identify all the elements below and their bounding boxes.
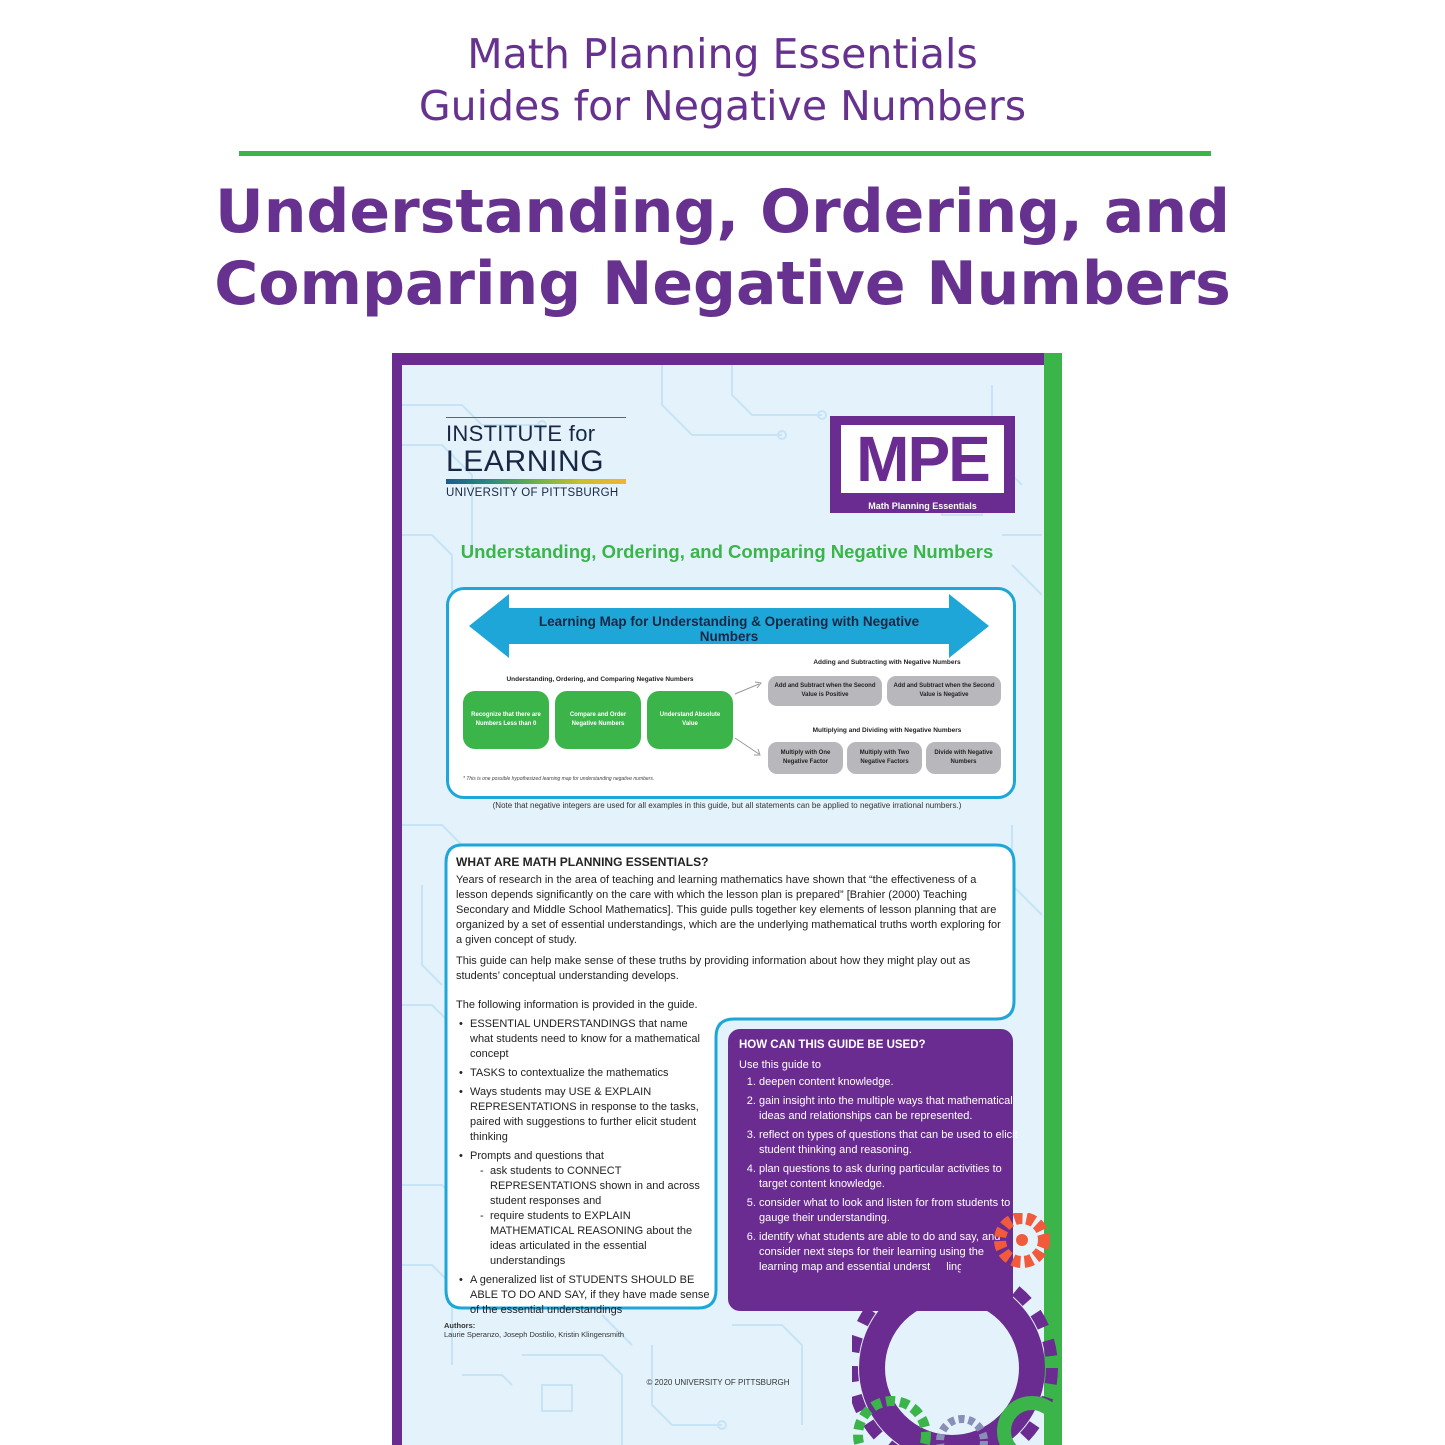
map-node-recognize: Recognize that there are Numbers Less than 0 (463, 691, 549, 749)
list-item: 3. reflect on types of questions that can be used to elicit student thinking and reasoning. (759, 1128, 1021, 1158)
how-heading: HOW CAN THIS GUIDE BE USED? (739, 1039, 926, 1051)
list-item: • A generalized list of STUDENTS SHOULD BE ABLE TO DO AND SAY, if they have made sense of the essential understandings (470, 1273, 711, 1318)
mpe-logo-text: MPE (841, 425, 1004, 493)
sub-list-item: - require students to EXPLAIN MATHEMATICAL REASONING about the ideas articulated in the essential understandings (480, 1209, 711, 1269)
map-node-absolute-value: Understand Absolute Value (647, 691, 733, 749)
poster-title: Understanding, Ordering, and Comparing Negative Numbers (460, 541, 994, 562)
what-heading: WHAT ARE MATH PLANNING ESSENTIALS? (456, 855, 709, 869)
mpe-logo (830, 416, 1015, 513)
divider-rule (239, 151, 1211, 156)
list-item: 4. plan questions to ask during particular activities to target content knowledge. (759, 1162, 1021, 1192)
what-text-block (456, 855, 1002, 990)
what-paragraph-2: This guide can help make sense of these truths by providing information about how they might play out as students’ conceptual understanding develops. (456, 955, 971, 982)
guide-contents-list (456, 998, 711, 1322)
authors (444, 1321, 624, 1339)
map-node-compare-order: Compare and Order Negative Numbers (555, 691, 641, 749)
main-title-line-2: Comparing Negative Numbers (214, 249, 1231, 319)
learning-map-title: Learning Map for Understanding & Operating with Negative Numbers (538, 614, 920, 644)
authors-label: Authors: (444, 1321, 476, 1330)
map-node-divide: Divide with Negative Numbers (926, 742, 1001, 774)
map-node-multiply-one: Multiply with One Negative Factor (768, 742, 843, 774)
ifl-line-2: LEARNING (446, 445, 605, 478)
map-node-add-negative: Add and Subtract when the Second Value is Negative (887, 676, 1001, 706)
list-item (470, 1149, 711, 1269)
list-item-text: Prompts and questions that (470, 1150, 604, 1162)
ifl-line-1: INSTITUTE for (446, 421, 596, 446)
how-intro: Use this guide to (739, 1059, 821, 1071)
main-title-line-1: Understanding, Ordering, and (214, 177, 1231, 247)
list-item: 2. gain insight into the multiple ways that mathematical ideas and relationships can be represented. (759, 1094, 1021, 1124)
sub-list-item: - ask students to CONNECT REPRESENTATIONS shown in and across student responses and (480, 1164, 711, 1209)
poster-cover (392, 353, 1062, 1445)
map-group-understanding-label: Understanding, Ordering, and Comparing Negative Numbers (506, 676, 694, 683)
list-item: • TASKS to contextualize the mathematics (470, 1066, 711, 1081)
list-item: • Ways students may USE & EXPLAIN REPRESENTATIONS in response to the tasks, paired with suggestions to further elicit student thinking (470, 1085, 711, 1145)
poster-border-top (392, 353, 1044, 365)
map-node-add-positive: Add and Subtract when the Second Value is Positive (768, 676, 882, 706)
copyright: © 2020 UNIVERSITY OF PITTSBURGH (646, 1378, 790, 1387)
what-paragraph-3: The following information is provided in the guide. (456, 999, 698, 1011)
map-branch-arrows (733, 680, 767, 770)
map-group-adding-label: Adding and Subtracting with Negative Numbers (813, 659, 961, 666)
institute-for-learning-logo (446, 417, 626, 499)
map-footnote: (Note that negative integers are used for all examples in this guide, but all statements can be applied to negative irrational numbers.) (492, 801, 962, 810)
series-title: Math Planning Essentials (467, 30, 978, 78)
learning-map-note: * This is one possible hypothesized learning map for understanding negative numbers. (463, 776, 655, 782)
series-subtitle: Guides for Negative Numbers (418, 82, 1027, 130)
authors-names: Laurie Speranzo, Joseph Dostilio, Kristin Klingensmith (444, 1330, 625, 1339)
what-paragraph-1: Years of research in the area of teaching and learning mathematics have shown that “the effectiveness of a lesson depends significantly on the care with which the lesson plan is prepared” [Brahier (2000) Teaching Secondary and Middle School Mathematics]. This guide pulls together key elements of lesson planning that are organized by a set of essential understandings, which are the underlying mathematical truths worth exploring for a given concept of study. (456, 874, 1001, 946)
learning-map-box (446, 587, 1016, 799)
map-group-multiplying-label: Multiplying and Dividing with Negative Numbers (812, 727, 962, 734)
mpe-logo-subtitle: Math Planning Essentials (868, 501, 977, 511)
list-item: 5. consider what to look and listen for from students to gauge their understanding. (759, 1196, 1021, 1226)
map-node-multiply-two: Multiply with Two Negative Factors (847, 742, 922, 774)
ifl-line-3: UNIVERSITY OF PITTSBURGH (446, 487, 619, 499)
list-item: • ESSENTIAL UNDERSTANDINGS that name what students need to know for a mathematical concept (470, 1017, 711, 1062)
poster-border-left (392, 353, 402, 1445)
gears-icon (852, 1213, 1062, 1445)
list-item: 1. deepen content knowledge. (759, 1075, 1021, 1090)
list-item: 6. identify what students are able to do and say, and consider next steps for their learning using the learning map and essential understandings. (759, 1230, 1021, 1275)
